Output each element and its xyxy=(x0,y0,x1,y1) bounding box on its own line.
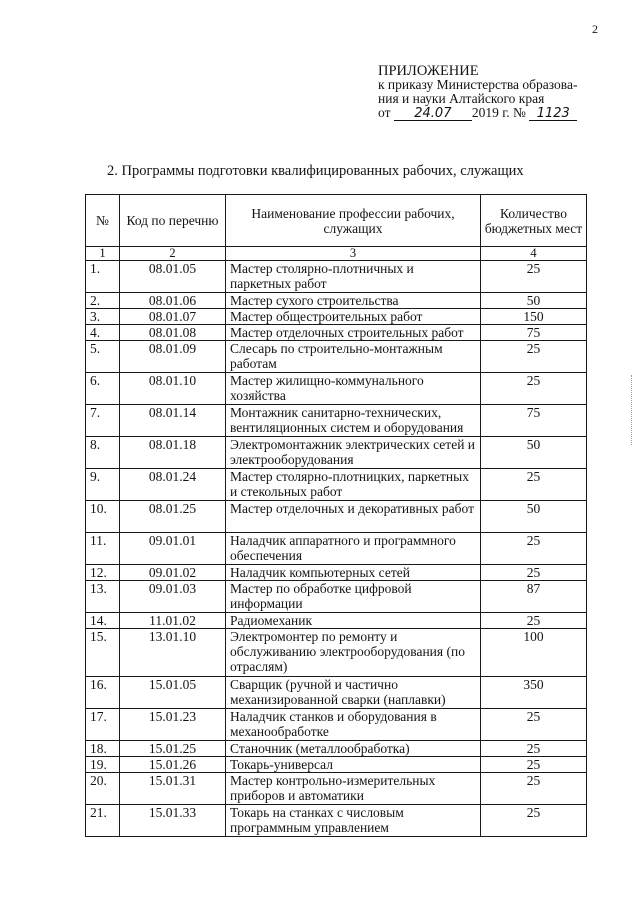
row-number: 17. xyxy=(86,709,120,741)
table-row xyxy=(86,741,587,757)
row-number: 21. xyxy=(86,805,120,837)
row-seat-count: 25 xyxy=(481,565,587,581)
row-profession-name: Станочник (металлообработка) xyxy=(226,741,481,757)
row-number: 9. xyxy=(86,469,120,501)
table-row xyxy=(86,565,587,581)
row-number: 8. xyxy=(86,437,120,469)
appendix-header xyxy=(378,64,618,121)
from-label: от xyxy=(378,105,391,120)
row-profession-name: Радиомеханик xyxy=(226,613,481,629)
row-number: 7. xyxy=(86,405,120,437)
row-profession-name: Токарь-универсал xyxy=(226,757,481,773)
row-code: 08.01.09 xyxy=(120,341,226,373)
row-profession-name: Мастер жилищно-коммунального хозяйства xyxy=(226,373,481,405)
table-row xyxy=(86,677,587,709)
row-number: 12. xyxy=(86,565,120,581)
row-code: 08.01.05 xyxy=(120,261,226,293)
row-code: 08.01.08 xyxy=(120,325,226,341)
professions-table xyxy=(85,194,587,837)
margin-mark xyxy=(631,375,634,445)
row-number: 15. xyxy=(86,629,120,677)
row-code: 08.01.06 xyxy=(120,293,226,309)
row-profession-name: Мастер общестроительных работ xyxy=(226,309,481,325)
table-row xyxy=(86,309,587,325)
row-profession-name: Слесарь по строительно-монтажным работам xyxy=(226,341,481,373)
row-profession-name: Токарь на станках с числовым программным управлением xyxy=(226,805,481,837)
row-code: 11.01.02 xyxy=(120,613,226,629)
row-profession-name: Электромонтажник электрических сетей и электрооборудования xyxy=(226,437,481,469)
row-seat-count: 25 xyxy=(481,533,587,565)
table-row xyxy=(86,805,587,837)
row-code: 15.01.33 xyxy=(120,805,226,837)
index-cell: 3 xyxy=(226,247,481,261)
handwritten-date: 24.07 xyxy=(394,107,472,121)
row-seat-count: 25 xyxy=(481,373,587,405)
table-row xyxy=(86,757,587,773)
row-code: 08.01.25 xyxy=(120,501,226,533)
row-profession-name: Мастер по обработке цифровой информации xyxy=(226,581,481,613)
row-profession-name: Наладчик аппаратного и программного обеспечения xyxy=(226,533,481,565)
table-row xyxy=(86,501,587,533)
row-seat-count: 100 xyxy=(481,629,587,677)
table-header-row xyxy=(86,195,587,247)
table-row xyxy=(86,613,587,629)
row-seat-count: 87 xyxy=(481,581,587,613)
table-row xyxy=(86,469,587,501)
row-number: 19. xyxy=(86,757,120,773)
row-seat-count: 25 xyxy=(481,805,587,837)
row-number: 13. xyxy=(86,581,120,613)
row-number: 18. xyxy=(86,741,120,757)
row-code: 08.01.14 xyxy=(120,405,226,437)
row-code: 08.01.10 xyxy=(120,373,226,405)
index-cell: 1 xyxy=(86,247,120,261)
row-number: 4. xyxy=(86,325,120,341)
table-row xyxy=(86,261,587,293)
row-code: 09.01.03 xyxy=(120,581,226,613)
row-code: 15.01.26 xyxy=(120,757,226,773)
table-row xyxy=(86,437,587,469)
row-code: 09.01.02 xyxy=(120,565,226,581)
row-seat-count: 350 xyxy=(481,677,587,709)
row-number: 20. xyxy=(86,773,120,805)
row-profession-name: Наладчик компьютерных сетей xyxy=(226,565,481,581)
header-name: Наименование профессии рабочих, служащих xyxy=(226,195,481,247)
row-seat-count: 25 xyxy=(481,757,587,773)
header-count: Количество бюджетных мест xyxy=(481,195,587,247)
table-row xyxy=(86,373,587,405)
row-number: 3. xyxy=(86,309,120,325)
index-cell: 2 xyxy=(120,247,226,261)
page-number: 2 xyxy=(592,22,598,36)
row-code: 08.01.18 xyxy=(120,437,226,469)
order-line-2: ния и науки Алтайского края xyxy=(378,91,545,106)
order-line-1: к приказу Министерства образова- xyxy=(378,77,578,92)
row-number: 5. xyxy=(86,341,120,373)
row-seat-count: 25 xyxy=(481,773,587,805)
table-row xyxy=(86,293,587,309)
section-title: 2. Программы подготовки квалифицированных рабочих, служащих xyxy=(107,163,524,179)
row-code: 08.01.07 xyxy=(120,309,226,325)
table-row xyxy=(86,709,587,741)
handwritten-order-number: 1123 xyxy=(529,107,577,121)
row-seat-count: 50 xyxy=(481,501,587,533)
order-date-line xyxy=(378,106,618,121)
row-profession-name: Мастер сухого строительства xyxy=(226,293,481,309)
row-seat-count: 50 xyxy=(481,293,587,309)
row-seat-count: 25 xyxy=(481,469,587,501)
row-profession-name: Мастер контрольно-измерительных приборов и автоматики xyxy=(226,773,481,805)
header-code: Код по перечню xyxy=(120,195,226,247)
row-number: 11. xyxy=(86,533,120,565)
row-seat-count: 25 xyxy=(481,613,587,629)
row-seat-count: 25 xyxy=(481,341,587,373)
row-number: 16. xyxy=(86,677,120,709)
row-profession-name: Монтажник санитарно-технических, вентиляционных систем и оборудования xyxy=(226,405,481,437)
row-number: 6. xyxy=(86,373,120,405)
table-row xyxy=(86,773,587,805)
appendix-title: ПРИЛОЖЕНИЕ xyxy=(378,63,479,79)
year-label: 2019 г. № xyxy=(471,105,526,120)
table-row xyxy=(86,325,587,341)
row-profession-name: Наладчик станков и оборудования в механообработке xyxy=(226,709,481,741)
row-code: 09.01.01 xyxy=(120,533,226,565)
row-code: 08.01.24 xyxy=(120,469,226,501)
row-code: 15.01.31 xyxy=(120,773,226,805)
row-profession-name: Мастер столярно-плотницких, паркетных и стекольных работ xyxy=(226,469,481,501)
row-code: 15.01.05 xyxy=(120,677,226,709)
row-code: 15.01.23 xyxy=(120,709,226,741)
row-seat-count: 25 xyxy=(481,261,587,293)
header-num: № xyxy=(86,195,120,247)
row-profession-name: Мастер столярно-плотничных и паркетных работ xyxy=(226,261,481,293)
row-seat-count: 25 xyxy=(481,709,587,741)
table-row xyxy=(86,341,587,373)
row-profession-name: Мастер отделочных строительных работ xyxy=(226,325,481,341)
row-code: 13.01.10 xyxy=(120,629,226,677)
row-number: 2. xyxy=(86,293,120,309)
table-index-row xyxy=(86,247,587,261)
table-row xyxy=(86,581,587,613)
row-code: 15.01.25 xyxy=(120,741,226,757)
index-cell: 4 xyxy=(481,247,587,261)
table-row xyxy=(86,629,587,677)
row-seat-count: 150 xyxy=(481,309,587,325)
row-seat-count: 50 xyxy=(481,437,587,469)
row-number: 1. xyxy=(86,261,120,293)
row-profession-name: Мастер отделочных и декоративных работ xyxy=(226,501,481,533)
table-row xyxy=(86,405,587,437)
table-row xyxy=(86,533,587,565)
row-profession-name: Сварщик (ручной и частично механизированной сварки (наплавки) xyxy=(226,677,481,709)
row-seat-count: 75 xyxy=(481,405,587,437)
row-seat-count: 75 xyxy=(481,325,587,341)
row-profession-name: Электромонтер по ремонту и обслуживанию электрооборудования (по отраслям) xyxy=(226,629,481,677)
row-number: 14. xyxy=(86,613,120,629)
row-seat-count: 25 xyxy=(481,741,587,757)
row-number: 10. xyxy=(86,501,120,533)
